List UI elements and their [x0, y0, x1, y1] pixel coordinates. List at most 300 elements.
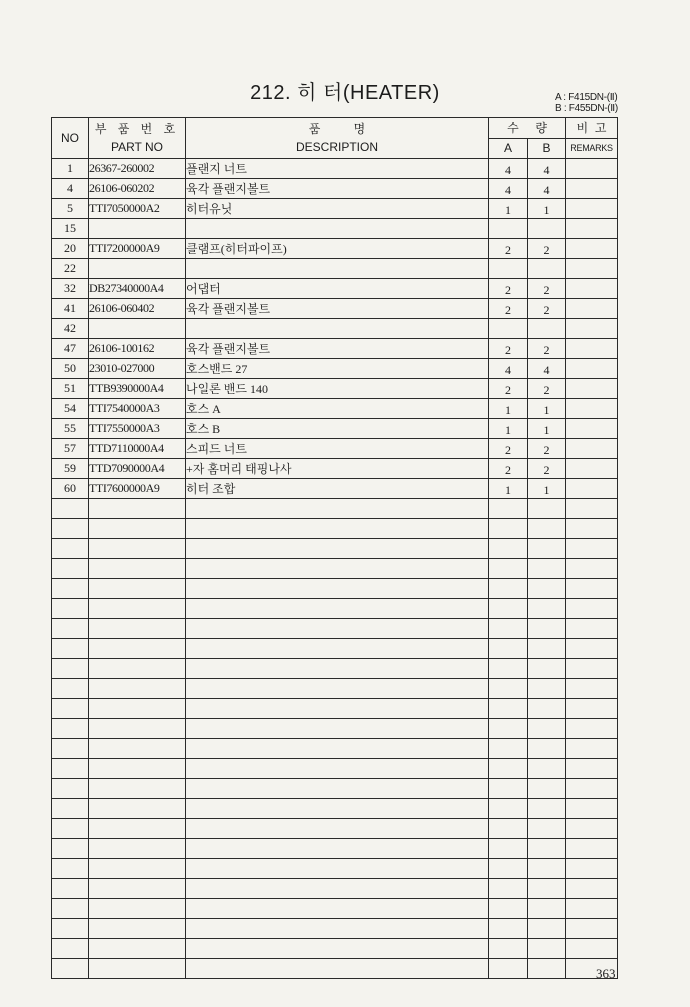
description-cell: 히터 조합 — [186, 479, 489, 499]
part-no-cell — [89, 779, 186, 799]
table-row — [52, 959, 618, 979]
qty-a-cell — [489, 839, 528, 859]
remarks-cell — [566, 359, 618, 379]
part-no-cell — [89, 499, 186, 519]
remarks-cell — [566, 179, 618, 199]
qty-a-cell: 1 — [489, 399, 528, 419]
header-description-en: DESCRIPTION — [295, 140, 378, 154]
part-no-cell — [89, 799, 186, 819]
model-b-label: B : F455DN-(Ⅱ) — [555, 103, 618, 114]
header-no: NO — [52, 118, 89, 159]
qty-a-cell: 1 — [489, 479, 528, 499]
part-no-cell — [89, 899, 186, 919]
header-remarks-ko: 비 고 — [566, 118, 618, 139]
table-row — [52, 439, 618, 459]
part-number-cell: 54 — [52, 399, 89, 419]
header-description-ko: 품 명 — [308, 122, 366, 136]
qty-a-cell — [489, 739, 528, 759]
qty-a-cell — [489, 759, 528, 779]
table-row — [52, 939, 618, 959]
remarks-cell — [566, 859, 618, 879]
part-no-cell: 23010-027000 — [89, 359, 186, 379]
table-row — [52, 159, 618, 179]
part-no-cell — [89, 859, 186, 879]
part-number-cell: 59 — [52, 459, 89, 479]
remarks-cell — [566, 419, 618, 439]
table-row — [52, 319, 618, 339]
qty-a-cell: 2 — [489, 379, 528, 399]
page-number: 363 — [596, 966, 616, 981]
remarks-cell — [566, 239, 618, 259]
qty-a-cell: 2 — [489, 439, 528, 459]
part-no-cell — [89, 879, 186, 899]
qty-b-cell — [528, 639, 566, 659]
part-number-cell — [52, 879, 89, 899]
remarks-cell — [566, 259, 618, 279]
table-row — [52, 659, 618, 679]
table-row — [52, 479, 618, 499]
qty-b-cell — [528, 759, 566, 779]
qty-b-cell — [528, 959, 566, 979]
description-cell — [186, 879, 489, 899]
description-cell: 육각 플랜지볼트 — [186, 339, 489, 359]
qty-a-cell: 2 — [489, 339, 528, 359]
model-legend — [555, 92, 618, 114]
remarks-cell — [566, 219, 618, 239]
part-number-cell — [52, 639, 89, 659]
remarks-cell — [566, 679, 618, 699]
qty-a-cell — [489, 939, 528, 959]
part-no-cell — [89, 219, 186, 239]
qty-a-cell — [489, 919, 528, 939]
part-no-cell: TTI7200000A9 — [89, 239, 186, 259]
qty-a-cell — [489, 679, 528, 699]
header-description — [186, 118, 489, 159]
part-number-cell — [52, 679, 89, 699]
description-cell: 나일론 밴드 140 — [186, 379, 489, 399]
table-row — [52, 179, 618, 199]
header-quantity: 수 량 — [489, 118, 566, 139]
qty-b-cell: 4 — [528, 159, 566, 179]
part-number-cell — [52, 799, 89, 819]
part-no-cell: 26106-060402 — [89, 299, 186, 319]
part-number-cell: 20 — [52, 239, 89, 259]
part-number-cell: 60 — [52, 479, 89, 499]
part-number-cell — [52, 519, 89, 539]
part-no-cell: 26367-260002 — [89, 159, 186, 179]
remarks-cell — [566, 879, 618, 899]
table-row — [52, 839, 618, 859]
description-cell — [186, 619, 489, 639]
qty-b-cell — [528, 739, 566, 759]
table-row — [52, 779, 618, 799]
remarks-cell — [566, 899, 618, 919]
description-cell: 호스밴드 27 — [186, 359, 489, 379]
part-number-cell: 5 — [52, 199, 89, 219]
model-a-label: A : F415DN-(Ⅱ) — [555, 92, 618, 103]
qty-b-cell — [528, 659, 566, 679]
qty-b-cell — [528, 879, 566, 899]
part-number-cell — [52, 599, 89, 619]
part-number-cell: 51 — [52, 379, 89, 399]
qty-b-cell — [528, 819, 566, 839]
qty-b-cell — [528, 599, 566, 619]
part-no-cell — [89, 699, 186, 719]
remarks-cell — [566, 159, 618, 179]
qty-a-cell — [489, 959, 528, 979]
qty-a-cell: 2 — [489, 279, 528, 299]
parts-table — [51, 117, 618, 979]
description-cell — [186, 899, 489, 919]
table-row — [52, 699, 618, 719]
page-title: 212. 히 터(HEATER) — [250, 82, 440, 104]
qty-a-cell: 2 — [489, 459, 528, 479]
part-no-cell: TTD7110000A4 — [89, 439, 186, 459]
part-number-cell: 1 — [52, 159, 89, 179]
description-cell — [186, 719, 489, 739]
qty-a-cell — [489, 699, 528, 719]
qty-b-cell — [528, 719, 566, 739]
part-number-cell: 57 — [52, 439, 89, 459]
description-cell — [186, 699, 489, 719]
qty-a-cell: 1 — [489, 199, 528, 219]
part-number-cell — [52, 819, 89, 839]
parts-table-body — [52, 159, 618, 979]
description-cell — [186, 639, 489, 659]
part-number-cell: 42 — [52, 319, 89, 339]
remarks-cell — [566, 459, 618, 479]
qty-a-cell — [489, 219, 528, 239]
part-number-cell — [52, 659, 89, 679]
part-number-cell: 50 — [52, 359, 89, 379]
part-number-cell — [52, 939, 89, 959]
qty-b-cell: 4 — [528, 179, 566, 199]
qty-b-cell — [528, 219, 566, 239]
qty-a-cell — [489, 319, 528, 339]
remarks-cell — [566, 819, 618, 839]
part-number-cell — [52, 899, 89, 919]
part-number-cell — [52, 559, 89, 579]
part-no-cell: TTD7090000A4 — [89, 459, 186, 479]
part-no-cell — [89, 259, 186, 279]
part-number-cell — [52, 959, 89, 979]
remarks-cell — [566, 719, 618, 739]
remarks-cell — [566, 619, 618, 639]
qty-a-cell — [489, 499, 528, 519]
description-cell — [186, 499, 489, 519]
qty-b-cell: 2 — [528, 279, 566, 299]
table-row — [52, 499, 618, 519]
part-no-cell — [89, 939, 186, 959]
qty-b-cell — [528, 259, 566, 279]
remarks-cell — [566, 639, 618, 659]
qty-b-cell — [528, 939, 566, 959]
remarks-cell — [566, 399, 618, 419]
remarks-cell — [566, 539, 618, 559]
remarks-cell — [566, 199, 618, 219]
table-row — [52, 199, 618, 219]
qty-a-cell — [489, 859, 528, 879]
qty-b-cell — [528, 499, 566, 519]
description-cell: 플랜지 너트 — [186, 159, 489, 179]
description-cell: 클램프(히터파이프) — [186, 239, 489, 259]
qty-b-cell — [528, 919, 566, 939]
qty-b-cell — [528, 679, 566, 699]
qty-a-cell — [489, 559, 528, 579]
qty-b-cell: 1 — [528, 479, 566, 499]
table-row — [52, 239, 618, 259]
qty-b-cell: 2 — [528, 299, 566, 319]
qty-b-cell — [528, 559, 566, 579]
qty-a-cell: 2 — [489, 299, 528, 319]
part-no-cell — [89, 679, 186, 699]
qty-a-cell: 4 — [489, 179, 528, 199]
part-no-cell: TTI7540000A3 — [89, 399, 186, 419]
description-cell — [186, 859, 489, 879]
part-number-cell — [52, 579, 89, 599]
part-number-cell — [52, 539, 89, 559]
table-row — [52, 899, 618, 919]
table-row — [52, 739, 618, 759]
description-cell — [186, 819, 489, 839]
remarks-cell — [566, 599, 618, 619]
part-number-cell: 22 — [52, 259, 89, 279]
part-no-cell: TTB9390000A4 — [89, 379, 186, 399]
table-row — [52, 259, 618, 279]
part-number-cell — [52, 919, 89, 939]
qty-a-cell — [489, 579, 528, 599]
part-number-cell: 15 — [52, 219, 89, 239]
qty-b-cell: 2 — [528, 339, 566, 359]
description-cell — [186, 599, 489, 619]
remarks-cell — [566, 919, 618, 939]
table-row — [52, 819, 618, 839]
description-cell — [186, 799, 489, 819]
table-row — [52, 879, 618, 899]
part-number-cell — [52, 779, 89, 799]
table-row — [52, 799, 618, 819]
remarks-cell — [566, 559, 618, 579]
table-row — [52, 599, 618, 619]
description-cell — [186, 319, 489, 339]
table-row — [52, 459, 618, 479]
part-no-cell — [89, 739, 186, 759]
remarks-cell — [566, 839, 618, 859]
part-number-cell — [52, 839, 89, 859]
table-row — [52, 419, 618, 439]
part-no-cell — [89, 599, 186, 619]
remarks-cell — [566, 479, 618, 499]
description-cell — [186, 519, 489, 539]
qty-a-cell — [489, 539, 528, 559]
qty-a-cell: 4 — [489, 159, 528, 179]
qty-a-cell: 4 — [489, 359, 528, 379]
part-number-cell — [52, 739, 89, 759]
header-part-no-ko: 부 품 번 호 — [94, 122, 180, 136]
qty-a-cell — [489, 639, 528, 659]
table-row — [52, 539, 618, 559]
part-no-cell — [89, 919, 186, 939]
description-cell — [186, 559, 489, 579]
header-part-no-en: PART NO — [110, 140, 163, 154]
table-row — [52, 339, 618, 359]
remarks-cell — [566, 739, 618, 759]
qty-b-cell — [528, 539, 566, 559]
description-cell: 육각 플랜지볼트 — [186, 299, 489, 319]
qty-a-cell: 1 — [489, 419, 528, 439]
description-cell — [186, 739, 489, 759]
part-no-cell — [89, 719, 186, 739]
qty-b-cell: 2 — [528, 239, 566, 259]
part-number-cell: 41 — [52, 299, 89, 319]
remarks-cell — [566, 439, 618, 459]
qty-b-cell: 2 — [528, 439, 566, 459]
part-no-cell — [89, 959, 186, 979]
remarks-cell — [566, 299, 618, 319]
qty-a-cell — [489, 259, 528, 279]
table-row — [52, 359, 618, 379]
header-qty-a: A — [489, 139, 528, 159]
description-cell — [186, 539, 489, 559]
header-qty-b: B — [528, 139, 566, 159]
part-no-cell — [89, 759, 186, 779]
table-row — [52, 759, 618, 779]
table-row — [52, 519, 618, 539]
description-cell — [186, 259, 489, 279]
qty-a-cell — [489, 899, 528, 919]
part-number-cell — [52, 499, 89, 519]
part-no-cell — [89, 659, 186, 679]
table-row — [52, 639, 618, 659]
qty-a-cell — [489, 819, 528, 839]
part-no-cell: TTI7050000A2 — [89, 199, 186, 219]
qty-a-cell — [489, 599, 528, 619]
table-row — [52, 579, 618, 599]
description-cell — [186, 959, 489, 979]
part-number-cell: 32 — [52, 279, 89, 299]
remarks-cell — [566, 499, 618, 519]
description-cell — [186, 779, 489, 799]
part-number-cell — [52, 619, 89, 639]
table-row — [52, 219, 618, 239]
description-cell: 육각 플랜지볼트 — [186, 179, 489, 199]
part-no-cell — [89, 619, 186, 639]
part-no-cell: TTI7600000A9 — [89, 479, 186, 499]
part-no-cell: TTI7550000A3 — [89, 419, 186, 439]
qty-b-cell: 1 — [528, 399, 566, 419]
qty-b-cell: 1 — [528, 419, 566, 439]
remarks-cell — [566, 759, 618, 779]
description-cell — [186, 679, 489, 699]
table-row — [52, 919, 618, 939]
qty-b-cell — [528, 579, 566, 599]
description-cell: 호스 A — [186, 399, 489, 419]
qty-b-cell — [528, 699, 566, 719]
description-cell — [186, 759, 489, 779]
description-cell: 어댑터 — [186, 279, 489, 299]
qty-b-cell — [528, 319, 566, 339]
table-row — [52, 859, 618, 879]
part-no-cell — [89, 559, 186, 579]
qty-a-cell — [489, 519, 528, 539]
table-row — [52, 719, 618, 739]
qty-b-cell — [528, 619, 566, 639]
part-no-cell — [89, 519, 186, 539]
remarks-cell — [566, 379, 618, 399]
part-no-cell — [89, 639, 186, 659]
qty-b-cell — [528, 859, 566, 879]
qty-a-cell — [489, 879, 528, 899]
description-cell — [186, 219, 489, 239]
qty-b-cell: 1 — [528, 199, 566, 219]
part-no-cell — [89, 579, 186, 599]
remarks-cell — [566, 699, 618, 719]
part-number-cell — [52, 719, 89, 739]
qty-b-cell — [528, 799, 566, 819]
qty-b-cell — [528, 899, 566, 919]
remarks-cell — [566, 799, 618, 819]
remarks-cell — [566, 339, 618, 359]
description-cell — [186, 579, 489, 599]
qty-b-cell — [528, 779, 566, 799]
remarks-cell — [566, 779, 618, 799]
remarks-cell — [566, 519, 618, 539]
qty-a-cell: 2 — [489, 239, 528, 259]
description-cell: 히터유닛 — [186, 199, 489, 219]
qty-b-cell — [528, 839, 566, 859]
table-row — [52, 559, 618, 579]
part-number-cell: 4 — [52, 179, 89, 199]
remarks-cell — [566, 659, 618, 679]
qty-a-cell — [489, 619, 528, 639]
remarks-cell — [566, 579, 618, 599]
qty-b-cell — [528, 519, 566, 539]
qty-a-cell — [489, 659, 528, 679]
part-number-cell — [52, 859, 89, 879]
qty-a-cell — [489, 799, 528, 819]
description-cell — [186, 939, 489, 959]
header-part-no — [89, 118, 186, 159]
part-number-cell — [52, 699, 89, 719]
part-no-cell — [89, 319, 186, 339]
description-cell — [186, 919, 489, 939]
description-cell — [186, 659, 489, 679]
description-cell: +자 홈머리 태핑나사 — [186, 459, 489, 479]
qty-a-cell — [489, 719, 528, 739]
table-row — [52, 399, 618, 419]
table-row — [52, 299, 618, 319]
table-row — [52, 279, 618, 299]
part-no-cell: 26106-060202 — [89, 179, 186, 199]
table-row — [52, 619, 618, 639]
qty-b-cell: 2 — [528, 459, 566, 479]
part-no-cell — [89, 819, 186, 839]
table-row — [52, 679, 618, 699]
header-remarks-en: REMARKS — [566, 139, 618, 159]
part-no-cell — [89, 539, 186, 559]
description-cell: 호스 B — [186, 419, 489, 439]
part-no-cell — [89, 839, 186, 859]
remarks-cell — [566, 279, 618, 299]
part-number-cell — [52, 759, 89, 779]
remarks-cell — [566, 319, 618, 339]
remarks-cell — [566, 939, 618, 959]
part-no-cell: DB27340000A4 — [89, 279, 186, 299]
qty-b-cell: 4 — [528, 359, 566, 379]
qty-b-cell: 2 — [528, 379, 566, 399]
part-no-cell: 26106-100162 — [89, 339, 186, 359]
part-number-cell: 55 — [52, 419, 89, 439]
